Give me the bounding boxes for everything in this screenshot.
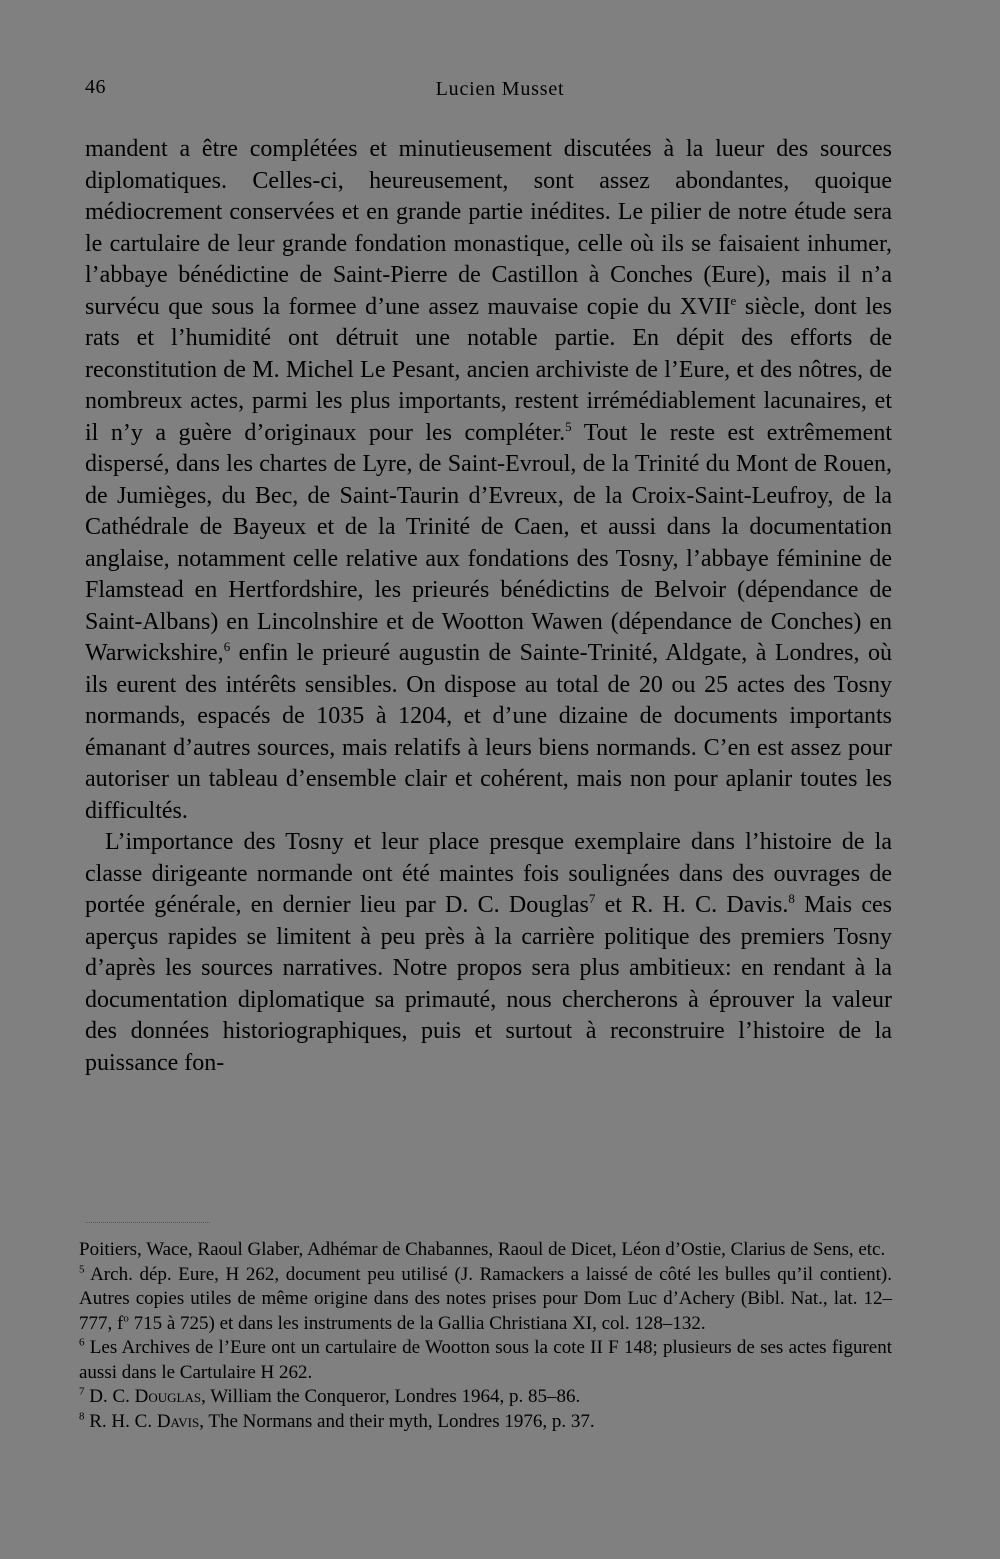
footnote-author: R. H. C. Davis	[89, 1410, 200, 1432]
folio-superscript: o	[123, 1312, 129, 1325]
main-body-text	[85, 134, 892, 1079]
running-head-author: Lucien Musset	[435, 78, 565, 100]
footnotes-block	[79, 1238, 892, 1434]
century-superscript: e	[730, 292, 737, 308]
paragraph-sources	[85, 134, 892, 827]
paragraph-importance	[85, 827, 892, 1079]
footnote-6	[79, 1336, 892, 1385]
footnote-8	[79, 1410, 892, 1435]
footnote-ref-7: 7	[588, 891, 596, 906]
footnote-text: , William the Conqueror, Londres 1964, p. 85–86.	[201, 1386, 581, 1407]
footnote-ref-8: 8	[788, 891, 795, 906]
page-number: 46	[85, 76, 106, 98]
footnote-author: D. C. Douglas	[89, 1386, 202, 1407]
footnote-text: , The Normans and their myth, Londres 1976, p. 37.	[199, 1410, 595, 1432]
paragraph-text: siècle, dont les rats et l’humidité ont détruit une notable partie. En dépit des efforts de reconstitution de M. Michel Le Pesant, ancien archiviste de l’Eure, et des nôtres, de nombreux actes, parmi les plus importants, restent irrémédiablement lacunaires, et il n’y a guère d’originaux pour les compléter.	[85, 293, 892, 446]
paragraph-text: Mais ces aperçus rapides se limitent à peu près à la carrière politique des premiers Tosny d’après les sources narratives. Notre propos sera plus ambitieux: en rendant à la documentation diplomatique sa primauté, nous chercherons à éprouver la valeur des données historiographiques, puis et surtout à reconstruire l’histoire de la puissance fon-	[85, 892, 892, 1076]
footnote-number: 6	[79, 1336, 85, 1349]
footnote-separator	[85, 1222, 210, 1223]
paragraph-text: L’importance des Tosny et leur place presque exemplaire dans l’histoire de la classe dirigeante normande ont été maintes fois soulignées dans des ouvrages de portée générale, en dernier lieu par D. C. Douglas	[85, 829, 892, 918]
footnote-text: Les Archives de l’Eure ont un cartulaire de Wootton sous la cote II F 148; plusieurs de ses actes figurent aussi dans le Cartulaire H 262.	[79, 1337, 892, 1383]
footnote-continuation: Poitiers, Wace, Raoul Glaber, Adhémar de Chabannes, Raoul de Dicet, Léon d’Ostie, Clarius de Sens, etc.	[79, 1239, 886, 1260]
footnote-number: 5	[79, 1263, 85, 1276]
footnote-number: 7	[79, 1385, 85, 1398]
paragraph-text: mandent a être complétées et minutieusement discutées à la lueur des sources diplomatiques. Celles-ci, heureusement, sont assez abondantes, quoique médiocrement conservées et en grande partie inédites. Le pilier de notre étude sera le cartulaire de leur grande fondation monastique, celle où ils se faisaient inhumer, l’abbaye bénédictine de Saint-Pierre de Castillon à Conches (Eure), mais il n’a survécu que sous la formee d’une assez mauvaise copie du XVII	[85, 136, 892, 320]
paragraph-text: Tout le reste est extrêmement dispersé, dans les chartes de Lyre, de Saint-Evroul, de la Trinité du Mont de Rouen, de Jumièges, du Bec, de Saint-Taurin d’Evreux, de la Croix-Saint-Leufroy, de la Cathédrale de Bayeux et de la Trinité de Caen, et aussi dans la documentation anglaise, notamment celle relative aux fondations des Tosny, l’abbaye féminine de Flamstead en Hertfordshire, les prieurés bénédictins de Belvoir (dépendance de Saint-Albans) en Lincolnshire et de Wootton Wawen (dépendance de Conches) en Warwickshire,	[85, 419, 892, 666]
footnote-text: 715 à 725) et dans les instruments de la Gallia Christiana XI, col. 128–132.	[128, 1312, 706, 1334]
footnote-number: 8	[79, 1410, 85, 1423]
footnote-ref-6: 6	[223, 639, 231, 654]
footnote-5	[79, 1263, 892, 1337]
paragraph-text: enfin le prieuré augustin de Sainte-Trinité, Aldgate, à Londres, où ils eurent des intérêts sensibles. On dispose au total de 20 ou 25 actes des Tosny normands, espacés de 1035 à 1204, et d’une dizaine de documents importants émanant d’autres sources, mais relatifs à leurs biens normands. C’en est assez pour autoriser un tableau d’ensemble clair et cohérent, mais non pour aplanir toutes les difficultés.	[85, 640, 892, 824]
footnote-ref-5: 5	[565, 418, 572, 434]
footnote-7	[79, 1385, 892, 1410]
paragraph-text: et R. H. C. Davis.	[595, 892, 789, 918]
footnote-text: Arch. dép. Eure, H 262, document peu utilisé (J. Ramackers a laissé de côté les bulles qu’il contient). Autres copies utiles de même origine dans des notes prises pour Dom Luc d’Achery (Bibl. Nat., lat. 12–777, f	[79, 1263, 892, 1334]
